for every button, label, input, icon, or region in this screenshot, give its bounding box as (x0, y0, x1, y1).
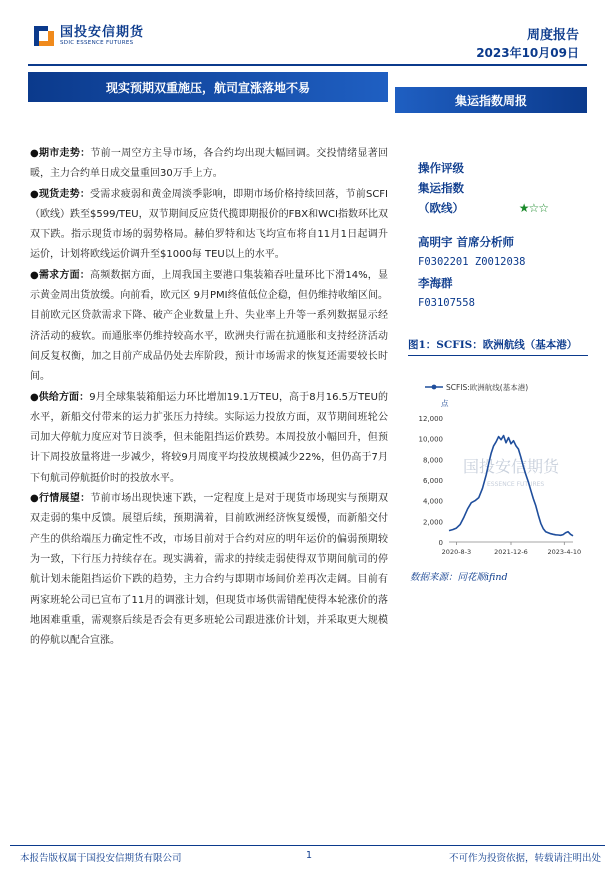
y-tick-label: 10,000 (418, 435, 443, 444)
legend-marker (432, 385, 437, 390)
paragraph-text: 节前市场出现快速下跌，一定程度上是对于现货市场现实与预期双双走弱的集中反馈。展望后续，预期满着，目前欧洲经济恢复缓慢，而新船交付产生的供给端压力确定性不改，市场目前对于合约对应的明年运价的偏弱预期较为一致，下行压力持续存在。现实满着，需求的持续走弱使得双节期间航司的停航计划未能阻挡运价下跌的趋势，主力合约与即期市场间价差再次走阔。目前有两家班轮公司已宣布了11月的调涨计划，但现货市场供需错配使得本轮涨价的落地困难重重，需观察后续是否会有更多班轮公司跟进涨价计划，并采取更大规模的停航以配合宣涨。 (30, 493, 389, 647)
analyst-license-2: F03107558 (418, 297, 475, 309)
y-tick-label: 8,000 (422, 456, 443, 465)
logo-name-cn: 国投安信期货 (60, 25, 145, 40)
report-title: 现实预期双重施压，航司宣涨落地不易 (105, 80, 310, 95)
paragraph-label: ●行情展望： (30, 493, 91, 505)
analyst-name-1: 高明宇 首席分析师 (418, 235, 515, 249)
x-tick-label: 2021-12-6 (494, 548, 528, 556)
paragraph-label: ●需求方面： (30, 269, 91, 281)
y-tick-label: 2,000 (422, 518, 443, 527)
figure-source: 数据来源：同花顺ifind (410, 572, 508, 583)
footer-copyright: 本报告版权属于国投安信期货有限公司 (20, 853, 182, 864)
footer-disclaimer: 不可作为投资依据，转载请注明出处 (448, 853, 601, 864)
figure-title-underline (408, 355, 588, 356)
company-logo (34, 26, 144, 47)
paragraph-spot-trend (30, 185, 388, 266)
y-tick-label: 6,000 (422, 477, 443, 485)
y-unit-label: 点 (441, 399, 449, 408)
y-tick-label: 12,000 (418, 415, 443, 423)
paragraph-label: ●现货走势： (30, 188, 91, 200)
figure-title: 图1：SCFIS：欧洲航线（基本港） (408, 339, 578, 351)
analyst-name-2: 李海群 (418, 276, 453, 290)
y-tick-label: 4,000 (422, 497, 443, 506)
x-tick-label: 2023-4-10 (547, 548, 582, 556)
y-tick-label: 0 (438, 539, 443, 547)
main-content (30, 144, 388, 651)
paragraph-text: 高频数据方面，上周我国主要港口集装箱吞吐量环比下滑14%，显示黄金周出货放缓。向前看，欧元区 9月PMI终值低位企稳，但仍维持收缩区间。目前欧元区贷款需求下降、破产企业数量上升、失业率上升等一系列数据显示经济活动的疲软。而通胀率仍维持较高水平，欧洲央行需在抗通胀和支持经济活动间反复权衡，加之目前产成品仍处去库阶段，预计市场需求的恢复还需要较长时间。 (30, 269, 388, 383)
paragraph-demand (30, 266, 388, 388)
page-number: 1 (306, 850, 313, 861)
paragraph-market-trend (30, 144, 388, 185)
section-title-bar (395, 87, 587, 113)
paragraph-supply (30, 388, 388, 489)
report-title-bar (28, 72, 388, 102)
report-date: 2023年10月09日 (476, 46, 579, 60)
rating-subitem: （欧线） (418, 201, 464, 215)
paragraph-label: ●供给方面： (30, 391, 90, 403)
chart-watermark-en: ESSENCE FUTURES (487, 481, 545, 488)
rating-sidebar (418, 158, 588, 314)
footer-divider (10, 845, 605, 846)
paragraph-outlook (30, 489, 388, 651)
x-tick-label: 2020-8-3 (441, 548, 472, 556)
scfis-line-chart (405, 372, 585, 564)
logo-name-en: SDIC ESSENCE FUTURES (60, 40, 134, 46)
section-title: 集运指数周报 (454, 93, 527, 108)
paragraph-label: ●期市走势： (30, 148, 91, 159)
report-type: 周度报告 (526, 28, 579, 43)
chart-watermark-cn: 国投安信期货 (463, 457, 560, 476)
rating-title: 操作评级 (418, 161, 464, 175)
paragraph-text: 节前一周空方主导市场，各合约均出现大幅回调。交投情绪显著回暖，主力合约单日成交量重回30万手上方。 (30, 148, 389, 180)
logo-mark-icon (34, 26, 54, 46)
paragraph-text: 受需求疲弱和黄金周淡季影响，即期市场价格持续回落，节前SCFI（欧线）跌至$599/TEU，双节期间反应货代揽即期报价的FBX和WCI指数环比双双下跌。指示现货市场的弱势格局。赫伯罗特和达飞均宣布将自11月1日起调升运价，计划将欧线运价调升至$1000每 TEU以上的水平。 (30, 188, 388, 261)
legend-label: SCFIS:欧洲航线(基本港) (446, 383, 529, 392)
header-divider (28, 64, 587, 66)
rating-item: 集运指数 (418, 181, 464, 195)
analyst-license-1: F0302201 Z0012038 (418, 256, 526, 268)
rating-stars-icon: ★☆☆ (518, 201, 548, 215)
paragraph-text: 9月全球集装箱船运力环比增加19.1万TEU，高于8月16.5万TEU的水平，新船交付带来的运力扩张压力持续。实际运力投放方面，双节期间班轮公司加大停航力度应对节日淡季，但未能阻挡运价跌势。本周投放小幅回升，但预计下周投放量将进一步减少，将较9月周度平均投放规模减少22%，但仍高于7月下旬航司停航挺价时的投放水平。 (30, 391, 388, 484)
